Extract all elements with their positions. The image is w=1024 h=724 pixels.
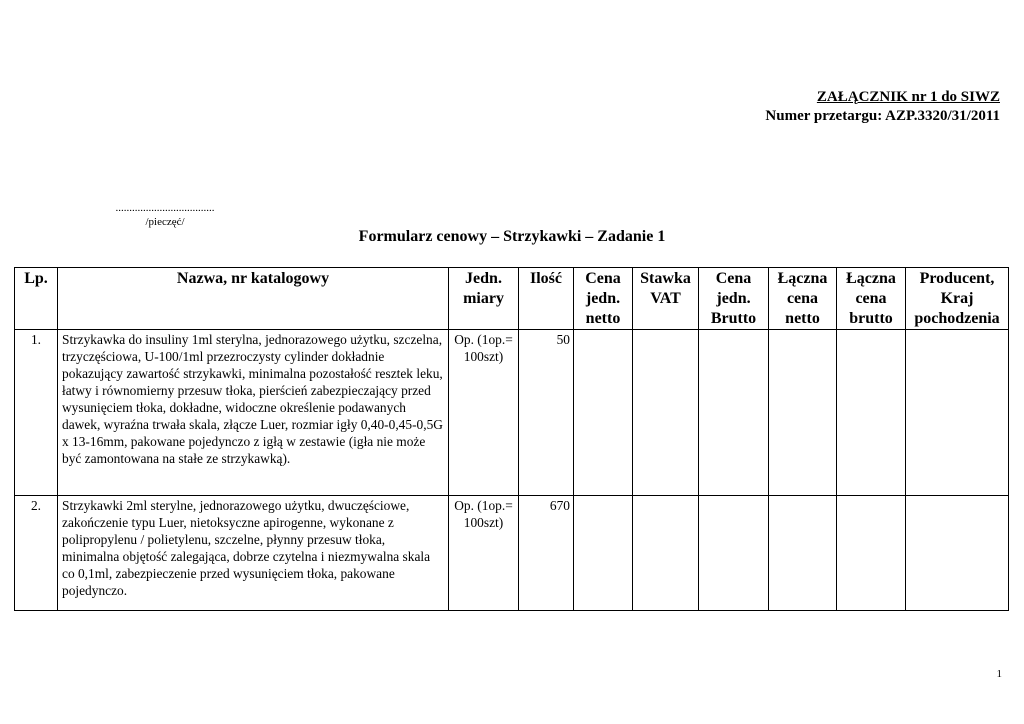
row-description: Strzykawki 2ml sterylne, jednorazowego użytku, dwuczęściowe, zakończenie typu Luer, nietoksyczne apirogenne, wykonane z polipropylenu / polietylenu, szczelne, płynny przesuw tłoka, minimalna objętość zalegająca, dobrze czytelna i niezmywalna skala co 0,1ml, zabezpieczenie przed wysunięciem tłoka, pakowane pojedynczo. — [58, 496, 449, 611]
table-row — [15, 496, 1009, 611]
row-total-gross[interactable] — [837, 330, 906, 496]
row-net-unit-price[interactable] — [574, 496, 633, 611]
attachment-header — [765, 88, 1000, 126]
row-vat-rate[interactable] — [633, 330, 699, 496]
header-gross-unit-price: Cena jedn. Brutto — [699, 268, 769, 330]
row-qty: 50 — [519, 330, 574, 496]
attachment-title: ZAŁĄCZNIK nr 1 do SIWZ — [816, 89, 1000, 105]
stamp-label: /pieczęć/ — [145, 216, 185, 228]
table-header-row — [15, 268, 1009, 330]
row-total-gross[interactable] — [837, 496, 906, 611]
row-producer[interactable] — [906, 330, 1009, 496]
row-lp: 2. — [15, 496, 58, 611]
stamp-dots: .................................... — [115, 202, 215, 214]
header-total-net: Łączna cena netto — [769, 268, 837, 330]
stamp-area — [100, 201, 230, 229]
row-description: Strzykawka do insuliny 1ml sterylna, jednorazowego użytku, szczelna, trzyczęściowa, U-100/1ml przezroczysty cylinder dokładnie pokazujący zawartość strzykawki, minimalna pozostałość resztek leku, łatwy i równomierny przesuw tłoka, pierścień zabezpieczający przed wysunięciem tłoka, dokładne, widoczne określenie podawanych dawek, wyraźna trwała skala, złącze Luer, rozmiar igły 0,40-0,45-0,5G x 13-16mm, pakowane pojedynczo z igłą w zestawie (igła nie może być zamontowana na stałe ze strzykawką). — [58, 330, 449, 496]
tender-number: Numer przetargu: AZP.3320/31/2011 — [765, 108, 1000, 124]
row-gross-unit-price[interactable] — [699, 330, 769, 496]
price-form-table — [14, 267, 1009, 611]
header-unit: Jedn. miary — [449, 268, 519, 330]
row-total-net[interactable] — [769, 330, 837, 496]
table-row — [15, 330, 1009, 496]
row-unit: Op. (1op.= 100szt) — [449, 330, 519, 496]
header-total-gross: Łączna cena brutto — [837, 268, 906, 330]
header-lp: Lp. — [15, 268, 58, 330]
row-producer[interactable] — [906, 496, 1009, 611]
header-name: Nazwa, nr katalogowy — [58, 268, 449, 330]
row-qty: 670 — [519, 496, 574, 611]
header-net-unit-price: Cena jedn. netto — [574, 268, 633, 330]
row-net-unit-price[interactable] — [574, 330, 633, 496]
row-lp: 1. — [15, 330, 58, 496]
header-producer: Producent, Kraj pochodzenia — [906, 268, 1009, 330]
row-total-net[interactable] — [769, 496, 837, 611]
page-number: 1 — [996, 668, 1002, 680]
row-vat-rate[interactable] — [633, 496, 699, 611]
form-title: Formularz cenowy – Strzykawki – Zadanie 1 — [358, 228, 666, 245]
header-qty: Ilość — [519, 268, 574, 330]
header-vat-rate: Stawka VAT — [633, 268, 699, 330]
row-gross-unit-price[interactable] — [699, 496, 769, 611]
row-unit: Op. (1op.= 100szt) — [449, 496, 519, 611]
